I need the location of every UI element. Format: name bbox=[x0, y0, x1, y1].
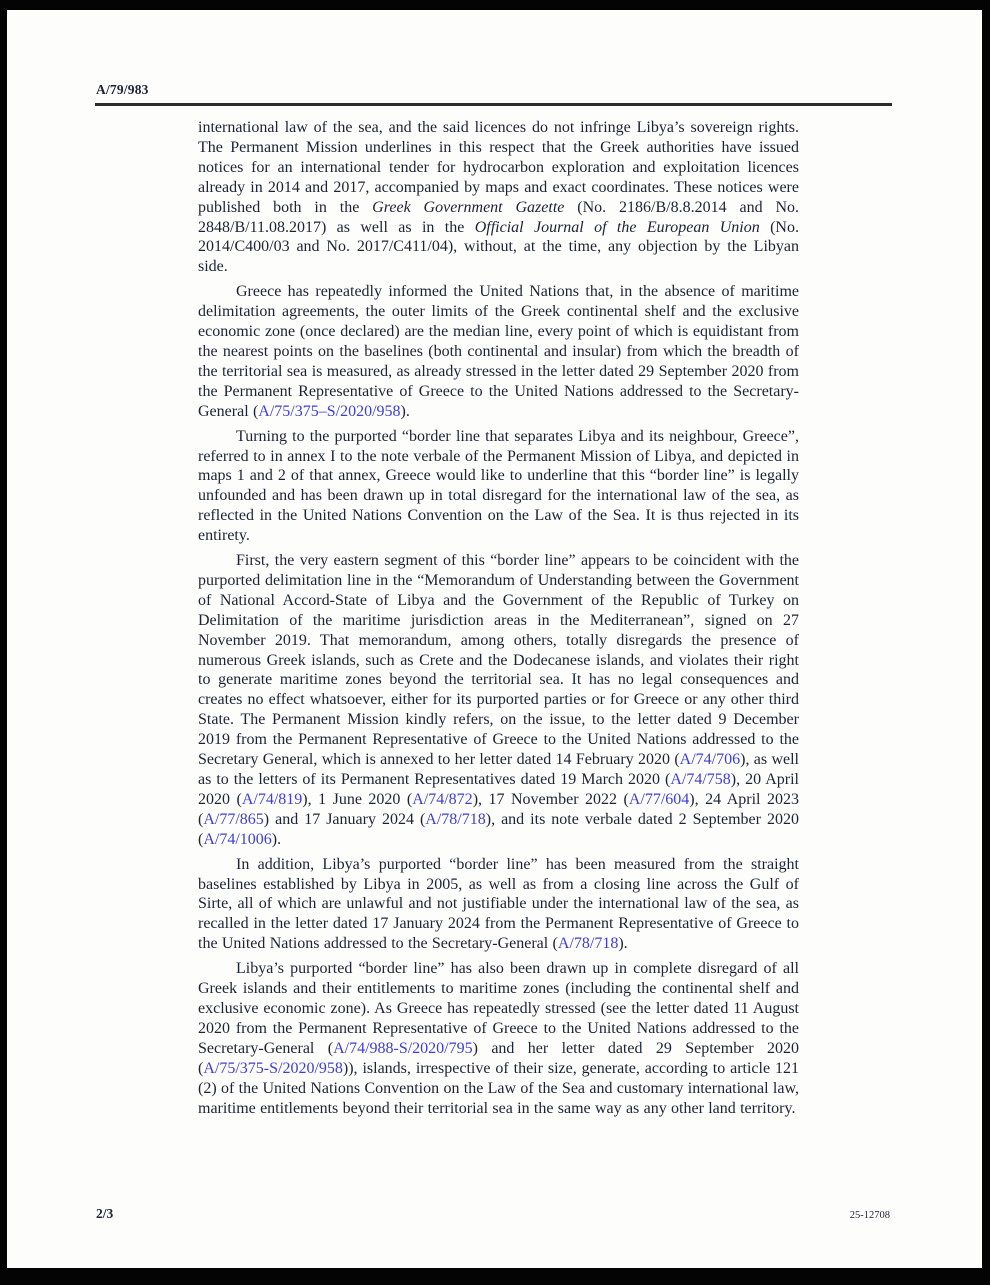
document-symbol-link[interactable]: A/74/988-S/2020/795 bbox=[333, 1039, 473, 1057]
document-symbol-link[interactable]: A/74/872 bbox=[412, 790, 473, 808]
document-symbol-link[interactable]: A/78/718 bbox=[557, 935, 619, 953]
italic-text: Official Journal of the European Union bbox=[474, 218, 760, 236]
text-run: ), 17 November 2022 ( bbox=[472, 790, 629, 808]
paragraph bbox=[198, 551, 799, 850]
document-symbol-link[interactable]: A/75/375-S/2020/958 bbox=[203, 1059, 343, 1077]
document-symbol-link[interactable]: A/75/375–S/2020/958 bbox=[258, 402, 401, 420]
paragraph bbox=[198, 427, 799, 546]
text-run: ). bbox=[271, 830, 282, 848]
paragraph bbox=[198, 282, 799, 421]
text-run: )), islands, irrespective of their size, generate, according to article 121 (2) of the United Nations Convention on the Law of the Sea and customary international law, maritime entitlements beyond their territorial sea in the same way as any other land territory. bbox=[198, 1059, 799, 1117]
document-symbol-link[interactable]: A/77/604 bbox=[628, 790, 690, 808]
text-run: (No. 2014/C400/03 and No. 2017/C411/04), without, at the time, any objection by the Libyan side. bbox=[198, 218, 799, 276]
text-run: Libya’s purported “border line” has also been drawn up in complete disregard of all Greek islands and their entitlements to maritime zones (including the continental shelf and exclusive economic zone). As Greece has repeatedly stressed (see the letter dated 11 August 2020 from the Permanent Representative of Greece to the United Nations addressed to the Secretary-General ( bbox=[198, 960, 799, 1057]
text-run: In addition, Libya’s purported “border line” has been measured from the straight baselines established by Libya in 2005, as well as from a closing line across the Gulf of Sirte, all of which are unlawful and not justifiable under the international law of the sea, as recalled in the letter dated 17 January 2024 from the Permanent Representative of Greece to the United Nations addressed to the Secretary-General ( bbox=[198, 855, 799, 953]
document-symbol-link[interactable]: A/74/706 bbox=[679, 751, 741, 769]
document-symbol-header: A/79/983 bbox=[96, 82, 149, 97]
text-run: ), 20 April 2020 ( bbox=[198, 771, 800, 808]
text-run: Greece has repeatedly informed the United Nations that, in the absence of maritime delimitation agreements, the outer limits of the Greek continental shelf and the exclusive economic zone (once declared) are the median line, every point of which is equidistant from the nearest points on the baselines (both continental and insular) from which the breadth of the territorial sea is measured, as already stressed in the letter dated 29 September 2020 from the Permanent Representative of Greece to the United Nations addressed to the Secretary-General ( bbox=[198, 283, 799, 420]
document-symbol-link[interactable]: A/78/718 bbox=[425, 810, 486, 828]
page-number: 2/3 bbox=[96, 1206, 114, 1221]
paragraph bbox=[198, 959, 799, 1118]
paragraph bbox=[198, 855, 799, 955]
document-symbol-link[interactable]: A/74/1006 bbox=[203, 830, 272, 848]
document-body bbox=[198, 118, 799, 1123]
text-run: (No. 2186/B/8.8.2014 and No. 2848/B/11.08.2017) as well as in the bbox=[198, 198, 800, 236]
text-run: ). bbox=[618, 935, 628, 953]
document-page bbox=[7, 10, 982, 1268]
text-run: ). bbox=[400, 402, 410, 420]
text-run: ) and her letter dated 29 September 2020 ( bbox=[198, 1039, 799, 1077]
text-run: ), as well as to the letters of its Permanent Representatives dated 19 March 2020 ( bbox=[198, 751, 800, 788]
text-run: ), 24 April 2023 ( bbox=[198, 790, 799, 828]
job-number: 25-12708 bbox=[849, 1210, 890, 1221]
italic-text: Greek Government Gazette bbox=[372, 198, 565, 216]
text-run: First, the very eastern segment of this “border line” appears to be coincident with the purported delimitation line in the “Memorandum of Understanding between the Government of National Accord-State of Libya and the Government of the Republic of Turkey on Delimitation of the maritime jurisdiction areas in the Mediterranean”, signed on 27 November 2019. That memorandum, among others, totally disregards the presence of numerous Greek islands, such as Crete and the Dodecanese islands, and violates their right to generate maritime zones beyond the territorial sea. It has no legal consequences and creates no effect whatsoever, either for its purported parties or for Greece or any other third State. The Permanent Mission kindly refers, on the issue, to the letter dated 9 December 2019 from the Permanent Representative of Greece to the United Nations addressed to the Secretary General, which is annexed to her letter dated 14 February 2020 ( bbox=[198, 552, 799, 769]
document-symbol-link[interactable]: A/74/758 bbox=[670, 771, 731, 788]
text-run: Turning to the purported “border line that separates Libya and its neighbour, Greece”, referred to in annex I to the note verbale of the Permanent Mission of Libya, and depicted in maps 1 and 2 of that annex, Greece would like to underline that this “border line” is legally unfounded and has been drawn up in total disregard for the international law of the sea, as reflected in the United Nations Convention on the Law of the Sea. It is thus rejected in its entirety. bbox=[198, 427, 799, 545]
text-run: ), and its note verbale dated 2 September 2020 ( bbox=[198, 810, 799, 848]
document-symbol-link[interactable]: A/77/865 bbox=[203, 810, 264, 828]
header-rule bbox=[95, 103, 892, 106]
document-footer bbox=[96, 1206, 890, 1222]
text-run: ) and 17 January 2024 ( bbox=[263, 810, 426, 828]
text-run: ), 1 June 2020 ( bbox=[302, 790, 413, 808]
paragraph bbox=[198, 118, 799, 277]
text-run: international law of the sea, and the said licences do not infringe Libya’s sovereign rights. The Permanent Mission underlines in this respect that the Greek authorities have issued notices for an international tender for hydrocarbon exploration and exploitation licences already in 2014 and 2017, accompanied by maps and exact coordinates. These notices were published both in the bbox=[198, 119, 799, 216]
document-symbol-link[interactable]: A/74/819 bbox=[241, 790, 303, 808]
